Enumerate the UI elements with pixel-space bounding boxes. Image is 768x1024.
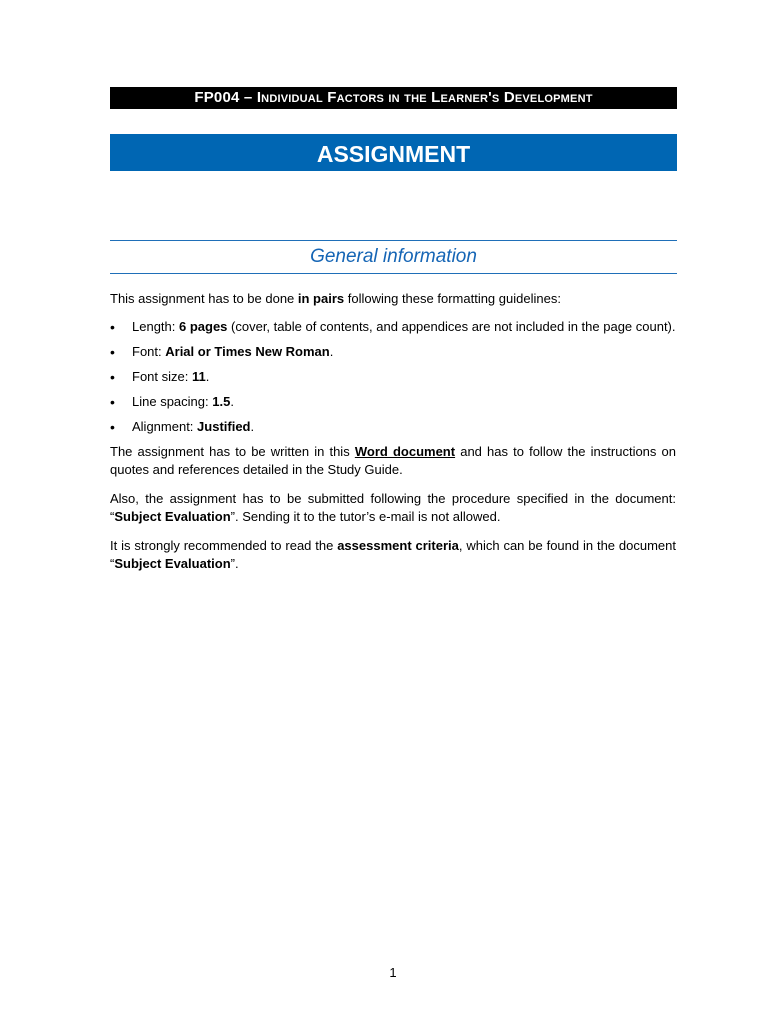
- formatting-guidelines-list: [110, 318, 676, 436]
- list-item-value: 6 pages: [179, 319, 228, 334]
- document-body: [110, 290, 676, 584]
- intro-paragraph: [110, 290, 676, 308]
- list-item-label: Font size:: [132, 369, 192, 384]
- bullet-icon: •: [110, 319, 115, 335]
- page-number: 1: [389, 965, 397, 980]
- criteria-paragraph: [110, 537, 676, 573]
- list-item-value: 1.5: [212, 394, 231, 409]
- bullet-icon: •: [110, 419, 115, 435]
- paragraph-text: The assignment has to be written in this: [110, 444, 355, 459]
- course-title: Individual Factors in the Learner's Development: [256, 89, 593, 106]
- paragraph-text: It is strongly recommended to read the: [110, 538, 338, 553]
- paragraph-text: Also, the assignment has to be submitted following the procedure specified in the document: “: [110, 491, 676, 524]
- list-item-label: Alignment:: [132, 419, 198, 434]
- paragraph-text-end: ”. Sending it to the tutor’s e-mail is not allowed.: [230, 509, 501, 524]
- word-document-paragraph: [110, 443, 676, 479]
- section-heading: General information: [110, 240, 677, 274]
- list-item: [110, 343, 676, 361]
- list-item: [110, 418, 676, 436]
- course-code: FP004 –: [194, 89, 253, 106]
- list-item-suffix: .: [205, 369, 210, 384]
- list-item-suffix: .: [230, 394, 234, 409]
- intro-text: This assignment has to be done: [110, 291, 298, 306]
- list-item: [110, 393, 676, 411]
- list-item: [110, 368, 676, 386]
- word-document-link[interactable]: Word document: [354, 444, 456, 459]
- submission-paragraph: [110, 490, 676, 526]
- bullet-icon: •: [110, 344, 115, 360]
- list-item-label: Length:: [132, 319, 179, 334]
- paragraph-text-middle: , which can be found in the document “: [110, 538, 676, 571]
- paragraph-text-end: ”.: [230, 556, 239, 571]
- list-item-value: Justified: [197, 419, 251, 434]
- bullet-icon: •: [110, 394, 115, 410]
- list-item-label: Font:: [132, 344, 166, 359]
- list-item: [110, 318, 676, 336]
- list-item-value: Arial or Times New Roman: [165, 344, 330, 359]
- list-item-label: Line spacing:: [132, 394, 213, 409]
- subject-evaluation-ref: Subject Evaluation: [114, 509, 231, 524]
- course-title-bar: [110, 87, 677, 109]
- assignment-banner: ASSIGNMENT: [110, 134, 677, 171]
- list-item-suffix: .: [329, 344, 334, 359]
- paragraph-text-end: and has to follow the instructions on quotes and references detailed in the Study Guide.: [110, 444, 677, 477]
- intro-text-end: following these formatting guidelines:: [344, 291, 561, 306]
- list-item-suffix: (cover, table of contents, and appendices are not included in the page count).: [227, 319, 676, 334]
- list-item-value: 11: [191, 369, 206, 384]
- bullet-icon: •: [110, 369, 115, 385]
- intro-emphasis: in pairs: [297, 291, 345, 306]
- list-item-suffix: .: [250, 419, 255, 434]
- assessment-criteria-ref: assessment criteria: [337, 538, 459, 553]
- subject-evaluation-ref: Subject Evaluation: [114, 556, 231, 571]
